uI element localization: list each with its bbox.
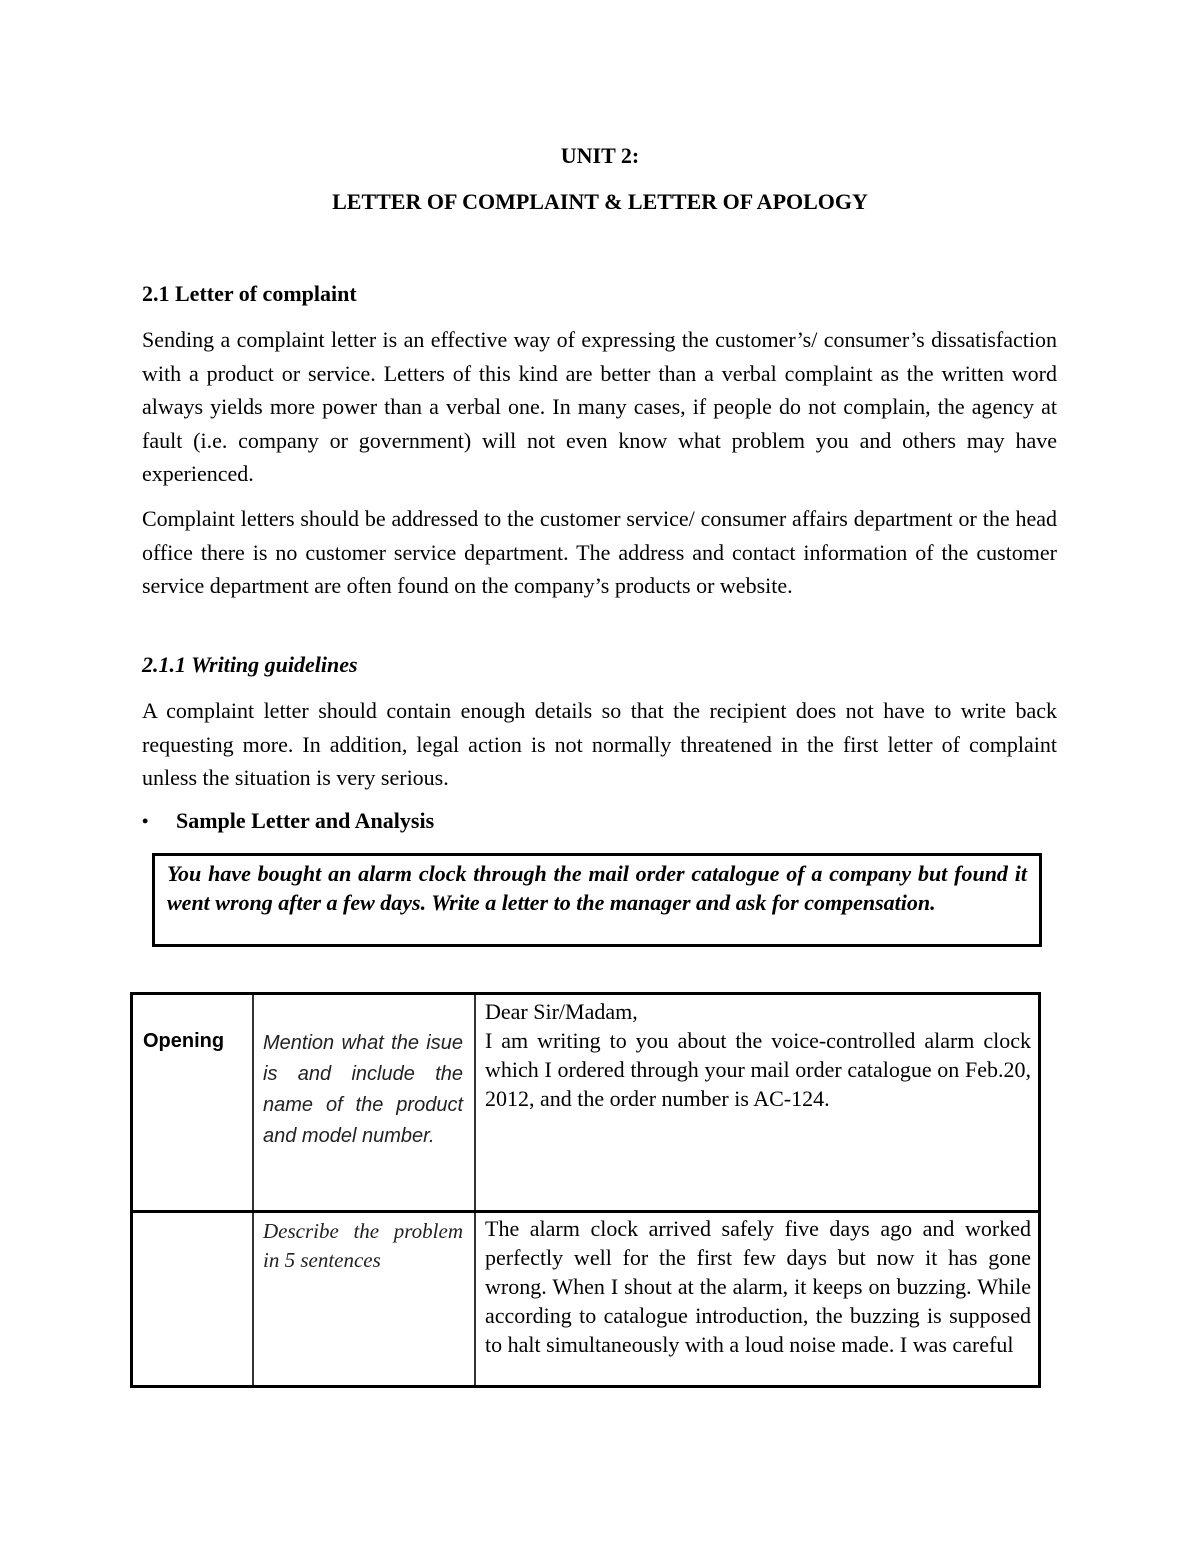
column-divider: [474, 995, 476, 1385]
row-guide-problem: Describe the problem in 5 sentences: [263, 1219, 463, 1272]
page-title: LETTER OF COMPLAINT & LETTER OF APOLOGY: [332, 189, 868, 214]
row-text-opening: [485, 997, 1031, 1113]
section-heading: 2.1 Letter of complaint: [142, 281, 357, 306]
row-divider: [133, 1210, 1038, 1213]
row-guide-opening: Mention what the isue is and include the name of the product and model number.: [263, 1032, 463, 1147]
opening-body: I am writing to you about the voice-controlled alarm clock which I ordered through your mail order catalogue on Feb.20, 2012, and the order number is AC-124.: [485, 1028, 1031, 1111]
task-prompt-text: You have bought an alarm clock through the mail order catalogue of a company but found it went wrong after a few days. Write a letter to the manager and ask for compensation.: [167, 861, 1027, 915]
bullet-item: [142, 808, 434, 834]
bullet-label: Sample Letter and Analysis: [176, 808, 435, 833]
subsection-heading: 2.1.1 Writing guidelines: [142, 652, 358, 677]
column-divider: [252, 995, 254, 1385]
row-text-problem: The alarm clock arrived safely five days ago and worked perfectly well for the first few days but now it has gone wrong. When I shout at the alarm, it keeps on buzzing. While according to catalogue introduction, the buzzing is supposed to halt simultaneously with a loud noise made. I was careful: [485, 1216, 1031, 1357]
bullet-icon: •: [142, 810, 149, 831]
addressing-paragraph: Complaint letters should be addressed to the customer service/ consumer affairs department or the head office there is no customer service department. The address and contact information of the customer service department are often found on the company’s products or website.: [142, 506, 1057, 598]
salutation: Dear Sir/Madam,: [485, 999, 638, 1024]
row-label-opening: Opening: [143, 1030, 225, 1052]
task-prompt-box: [152, 853, 1042, 947]
unit-title: UNIT 2:: [560, 143, 640, 168]
guidelines-paragraph: A complaint letter should contain enough details so that the recipient does not have to write back requesting more. In addition, legal action is not normally threatened in the first letter of complaint unless the situation is very serious.: [142, 698, 1057, 790]
intro-paragraph: Sending a complaint letter is an effective way of expressing the customer’s/ consumer’s dissatisfaction with a product or service. Letters of this kind are better than a verbal complaint as the written word always yields more power than a verbal one. In many cases, if people do not complain, the agency at fault (i.e. company or government) will not even know what problem you and others may have experienced.: [142, 327, 1057, 486]
analysis-table: [130, 992, 1041, 1388]
